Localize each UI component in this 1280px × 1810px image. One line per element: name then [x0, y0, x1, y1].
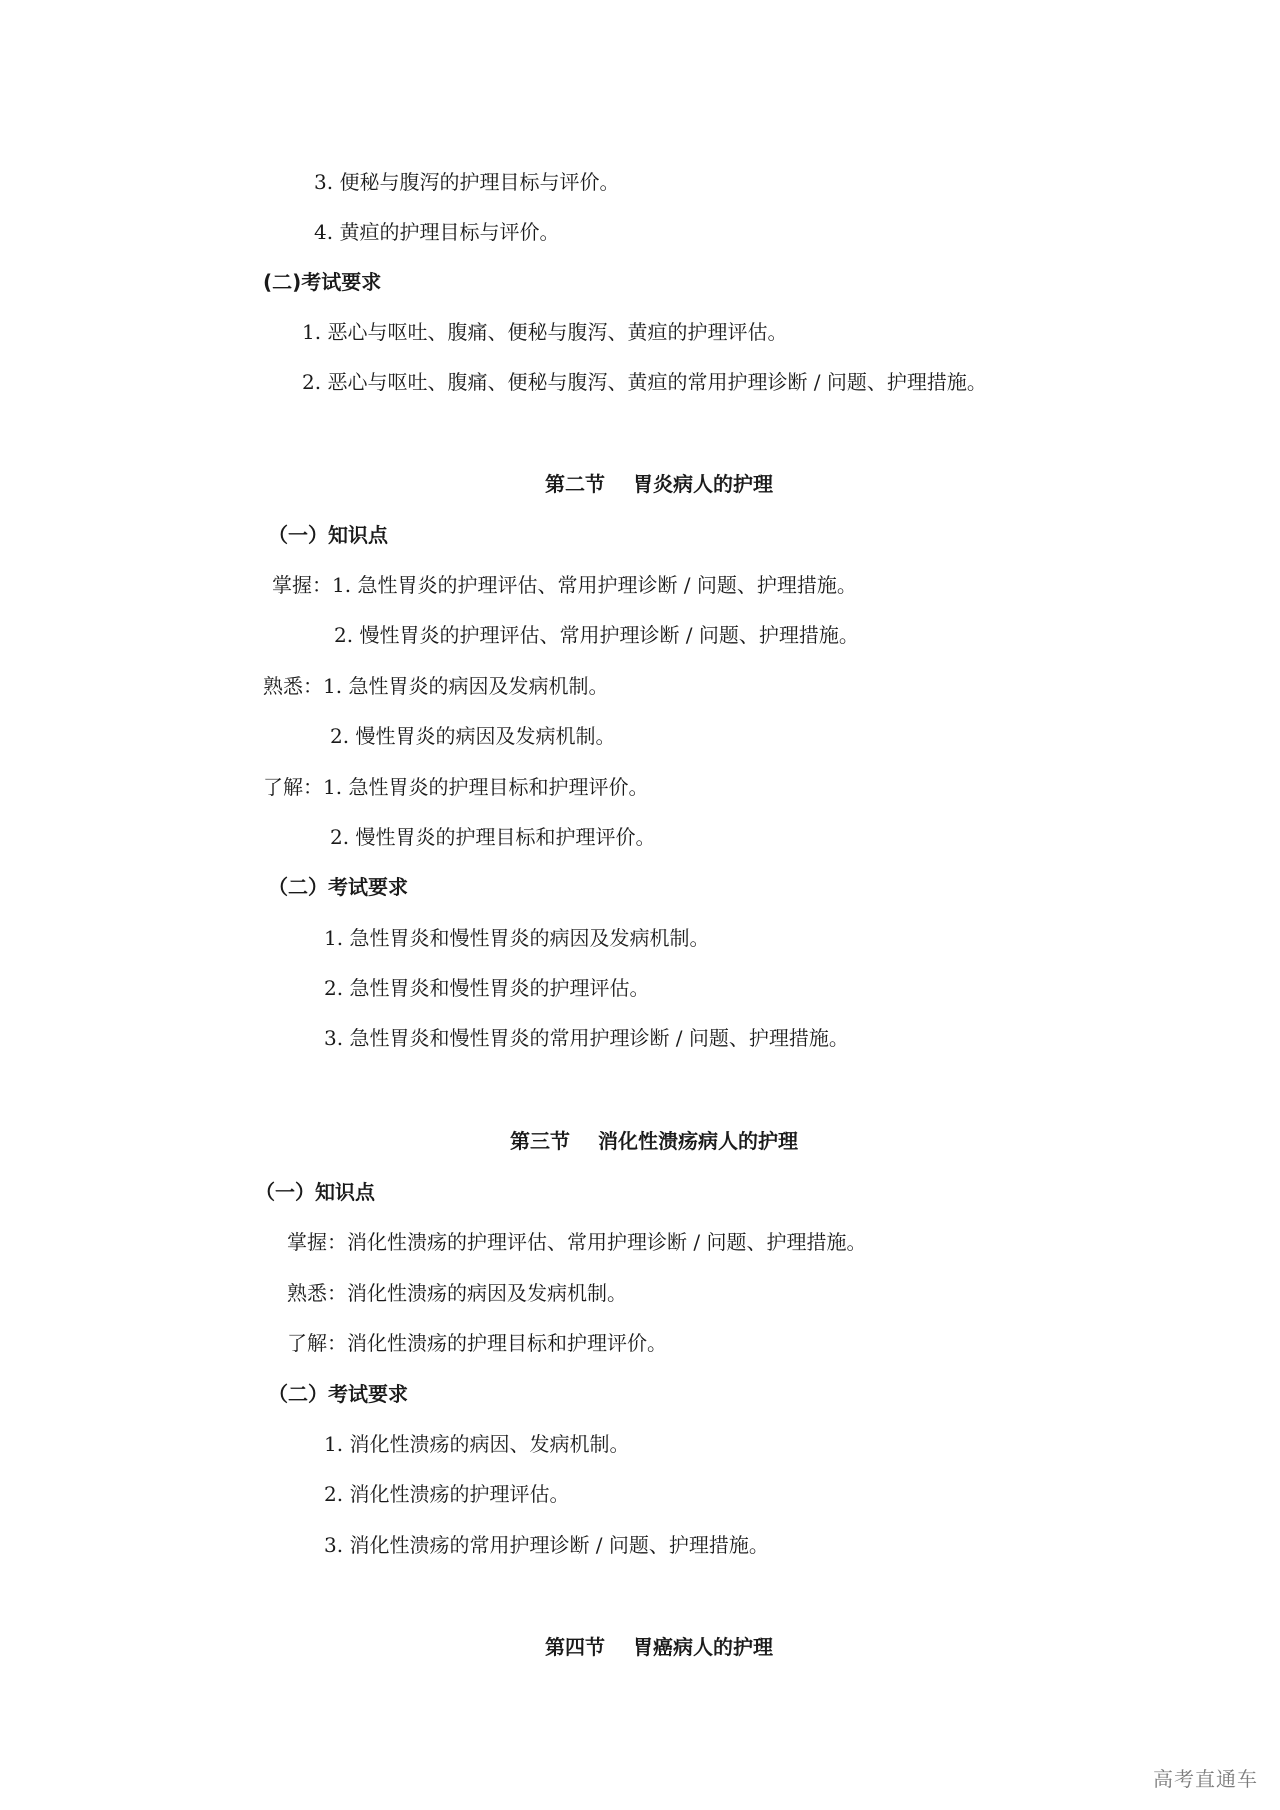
section-number: 第四节	[545, 1635, 605, 1659]
list-item: 4. 黄疸的护理目标与评价。	[314, 220, 560, 244]
watermark: 高考直通车	[1153, 1767, 1258, 1791]
list-item: 1. 消化性溃疡的病因、发病机制。	[324, 1432, 630, 1456]
list-item: 2. 慢性胃炎的病因及发病机制。	[330, 724, 616, 748]
section-heading: (二)考试要求	[263, 270, 382, 294]
section-title	[545, 1633, 773, 1661]
knowledge-understand: 了解：消化性溃疡的护理目标和护理评价。	[287, 1331, 667, 1355]
list-item: 3. 便秘与腹泻的护理目标与评价。	[314, 170, 620, 194]
list-item: 1. 急性胃炎的护理目标和护理评价。	[323, 775, 649, 799]
knowledge-understand	[263, 773, 648, 801]
knowledge-master	[272, 571, 857, 599]
list-item: 2. 急性胃炎和慢性胃炎的护理评估。	[324, 976, 650, 1000]
list-item: 3. 消化性溃疡的常用护理诊断 / 问题、护理措施。	[324, 1533, 769, 1557]
label: 熟悉：	[263, 674, 323, 698]
list-item: 1. 急性胃炎和慢性胃炎的病因及发病机制。	[324, 926, 710, 950]
list-item: 3. 急性胃炎和慢性胃炎的常用护理诊断 / 问题、护理措施。	[324, 1026, 849, 1050]
section-name: 消化性溃疡病人的护理	[598, 1129, 798, 1153]
section-name: 胃癌病人的护理	[633, 1635, 773, 1659]
label: 掌握：	[272, 573, 332, 597]
list-item: 2. 慢性胃炎的护理评估、常用护理诊断 / 问题、护理措施。	[334, 623, 859, 647]
section-heading: （二）考试要求	[268, 875, 408, 899]
list-item: 2. 慢性胃炎的护理目标和护理评价。	[330, 825, 656, 849]
knowledge-master: 掌握：消化性溃疡的护理评估、常用护理诊断 / 问题、护理措施。	[287, 1230, 867, 1254]
knowledge-familiar	[263, 672, 608, 700]
list-item: 1. 急性胃炎的护理评估、常用护理诊断 / 问题、护理措施。	[332, 573, 857, 597]
label: 了解：	[263, 775, 323, 799]
section-heading: （二）考试要求	[268, 1382, 408, 1406]
list-item: 1. 急性胃炎的病因及发病机制。	[323, 674, 609, 698]
section-title	[510, 1127, 798, 1155]
knowledge-familiar: 熟悉：消化性溃疡的病因及发病机制。	[287, 1281, 627, 1305]
section-number: 第三节	[510, 1129, 570, 1153]
section-number: 第二节	[545, 472, 605, 496]
list-item: 2. 恶心与呕吐、腹痛、便秘与腹泻、黄疸的常用护理诊断 / 问题、护理措施。	[302, 370, 987, 394]
section-heading: （一）知识点	[268, 523, 388, 547]
section-title	[545, 470, 773, 498]
section-name: 胃炎病人的护理	[633, 472, 773, 496]
section-heading: （一）知识点	[255, 1180, 375, 1204]
list-item: 1. 恶心与呕吐、腹痛、便秘与腹泻、黄疸的护理评估。	[302, 320, 788, 344]
list-item: 2. 消化性溃疡的护理评估。	[324, 1482, 570, 1506]
